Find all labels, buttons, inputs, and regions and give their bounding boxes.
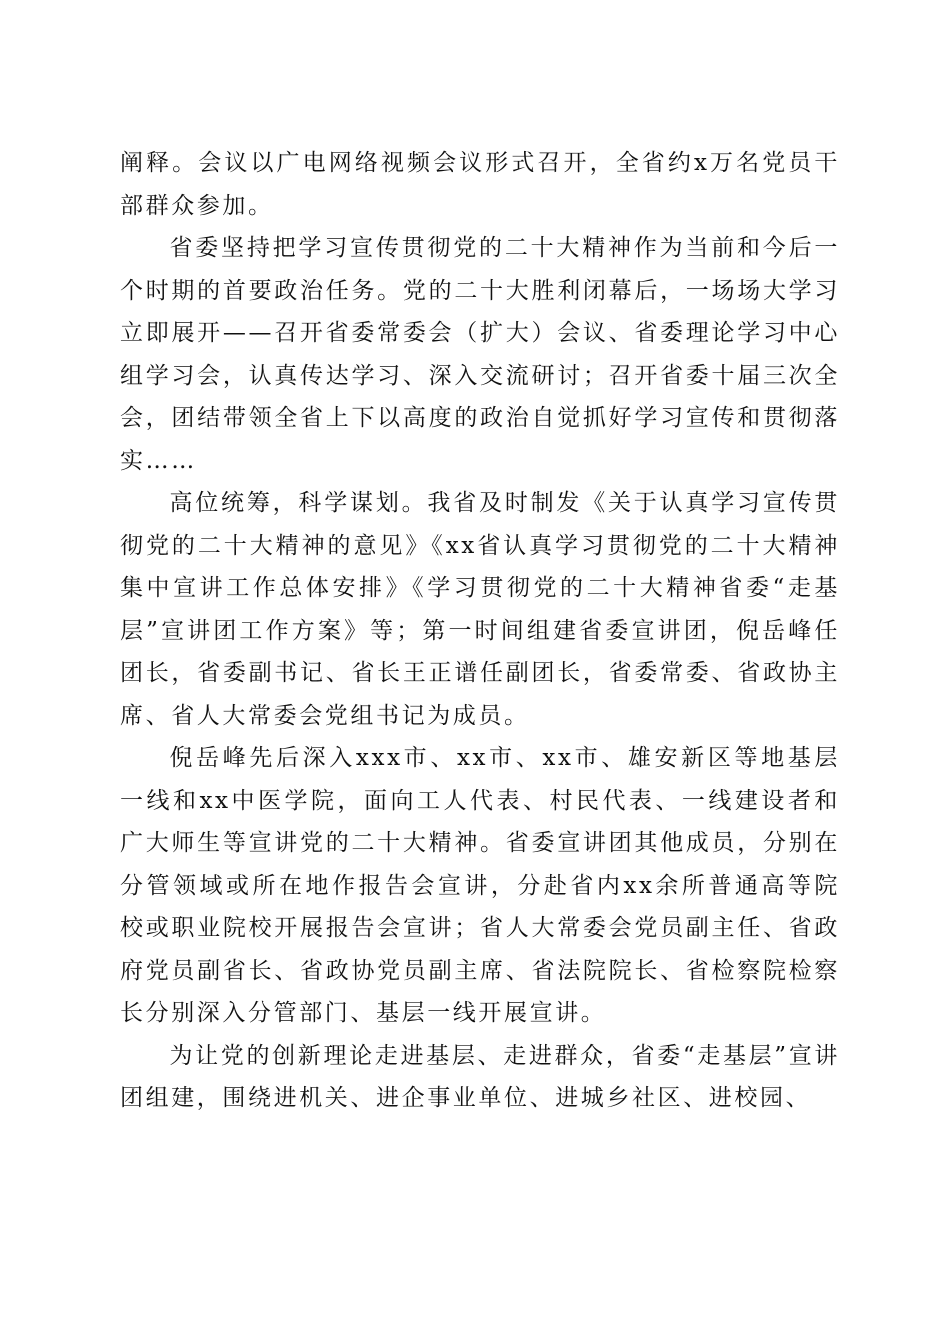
paragraph-4: 倪岳峰先后深入xxx市、xx市、xx市、雄安新区等地基层一线和xx中医学院，面向工人代表、村民代表、一线建设者和广大师生等宣讲党的二十大精神。省委宣讲团其他成员，分别在分管领域或所在地作报告会宣讲，分赴省内xx余所普通高等院校或职业院校开展报告会宣讲；省人大常委会党员副主任、省政府党员副省长、省政协党员副主席、省法院院长、省检察院检察长分别深入分管部门、基层一线开展宣讲。	[120, 745, 840, 1026]
paragraph-5: 为让党的创新理论走进基层、走进群众，省委“走基层”宣讲团组建，围绕进机关、进企事业单位、进城乡社区、进校园、	[120, 1042, 840, 1111]
paragraph-2: 省委坚持把学习宣传贯彻党的二十大精神作为当前和今后一个时期的首要政治任务。党的二十大胜利闭幕后，一场场大学习立即展开——召开省委常委会（扩大）会议、省委理论学习中心组学习会，认真传达学习、深入交流研讨；召开省委十届三次全会，团结带领全省上下以高度的政治自觉抓好学习宣传和贯彻落实……	[120, 235, 840, 474]
document-body	[120, 142, 840, 1120]
paragraph-1: 阐释。会议以广电网络视频会议形式召开，全省约x万名党员干部群众参加。	[120, 150, 840, 219]
paragraph-3: 高位统筹，科学谋划。我省及时制发《关于认真学习宣传贯彻党的二十大精神的意见》《xx省认真学习贯彻党的二十大精神集中宣讲工作总体安排》《学习贯彻党的二十大精神省委“走基层”宣讲团工作方案》等；第一时间组建省委宣讲团，倪岳峰任团长，省委副书记、省长王正谱任副团长，省委常委、省政协主席、省人大常委会党组书记为成员。	[120, 490, 840, 729]
